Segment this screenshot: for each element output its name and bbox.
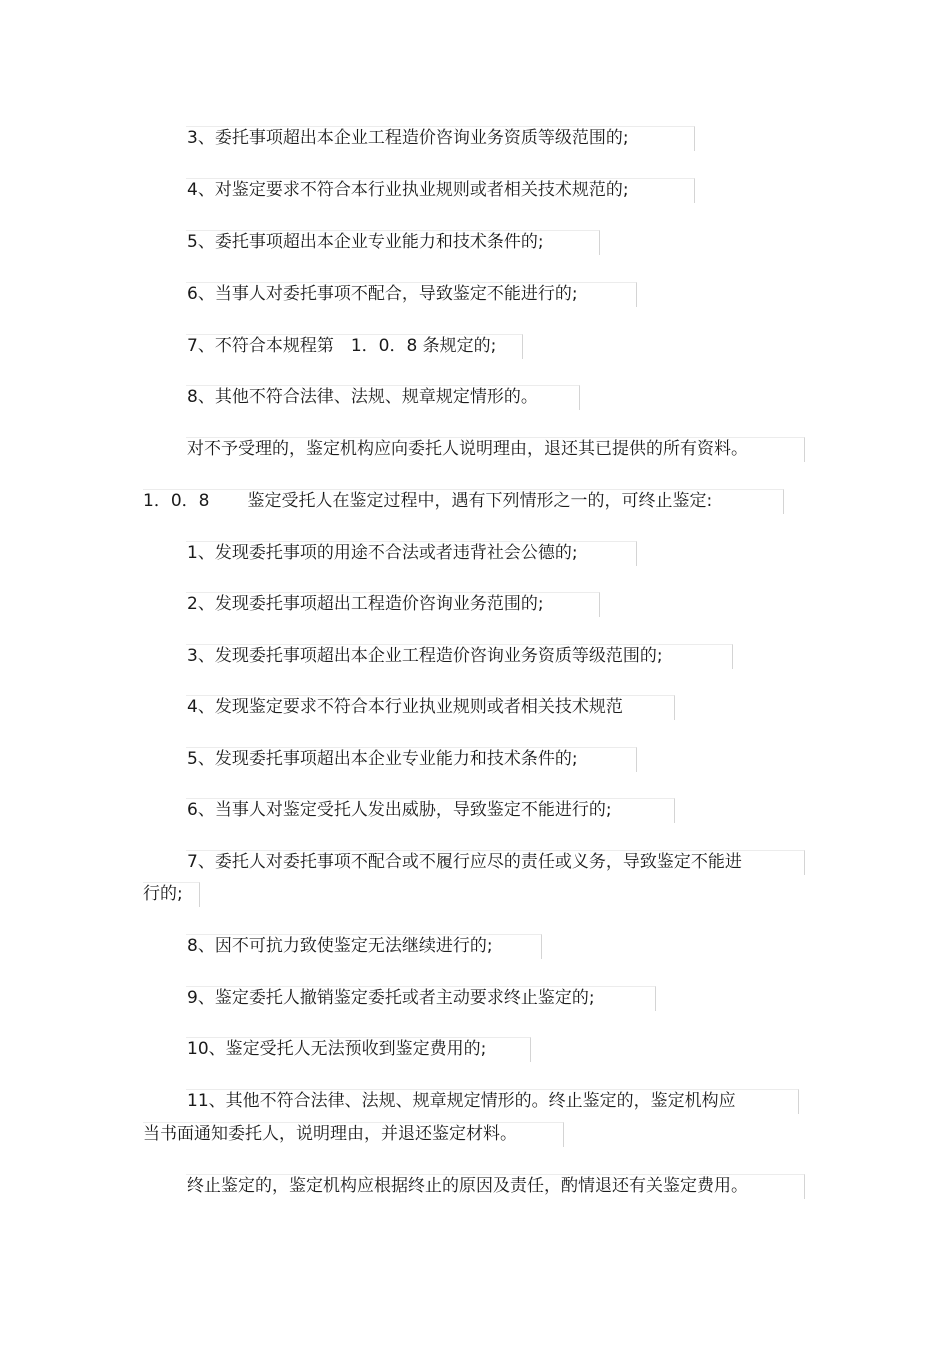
list-item: 8、因不可抗力致使鉴定无法继续进行的; [187, 936, 493, 956]
list-item: 9、鉴定委托人撤销鉴定委托或者主动要求终止鉴定的; [187, 988, 595, 1008]
list-item: 2、发现委托事项超出工程造价咨询业务范围的; [187, 594, 544, 614]
list-item: 1、发现委托事项的用途不合法或者违背社会公德的; [187, 543, 578, 563]
list-item: 4、发现鉴定要求不符合本行业执业规则或者相关技术规范 [187, 697, 623, 717]
list-item: 8、其他不符合法律、法规、规章规定情形的。 [187, 387, 538, 407]
list-item-continuation: 当书面通知委托人，说明理由，并退还鉴定材料。 [143, 1124, 517, 1144]
list-item: 11、其他不符合法律、法规、规章规定情形的。终止鉴定的，鉴定机构应 [187, 1091, 736, 1111]
list-item: 7、不符合本规程第 1．0．8 条规定的; [187, 336, 497, 356]
list-item: 3、委托事项超出本企业工程造价咨询业务资质等级范围的; [187, 128, 629, 148]
clause-number: 1．0．8 [143, 491, 210, 511]
paragraph-reject: 对不予受理的，鉴定机构应向委托人说明理由，退还其已提供的所有资料。 [187, 439, 748, 459]
list-item: 3、发现委托事项超出本企业工程造价咨询业务资质等级范围的; [187, 646, 663, 666]
list-item: 10、鉴定受托人无法预收到鉴定费用的; [187, 1039, 487, 1059]
list-item: 5、发现委托事项超出本企业专业能力和技术条件的; [187, 749, 578, 769]
clause-heading [143, 490, 712, 512]
list-item: 4、对鉴定要求不符合本行业执业规则或者相关技术规范的; [187, 180, 629, 200]
list-item: 5、委托事项超出本企业专业能力和技术条件的; [187, 232, 544, 252]
list-item-continuation: 行的; [143, 884, 183, 904]
list-item: 6、当事人对委托事项不配合，导致鉴定不能进行的; [187, 284, 578, 304]
clause-text: 鉴定受托人在鉴定过程中，遇有下列情形之一的，可终止鉴定: [247, 491, 713, 511]
list-item: 6、当事人对鉴定受托人发出威胁，导致鉴定不能进行的; [187, 800, 612, 820]
list-item: 7、委托人对委托事项不配合或不履行应尽的责任或义务，导致鉴定不能进 [187, 852, 742, 872]
paragraph-final: 终止鉴定的，鉴定机构应根据终止的原因及责任，酌情退还有关鉴定费用。 [187, 1176, 748, 1196]
